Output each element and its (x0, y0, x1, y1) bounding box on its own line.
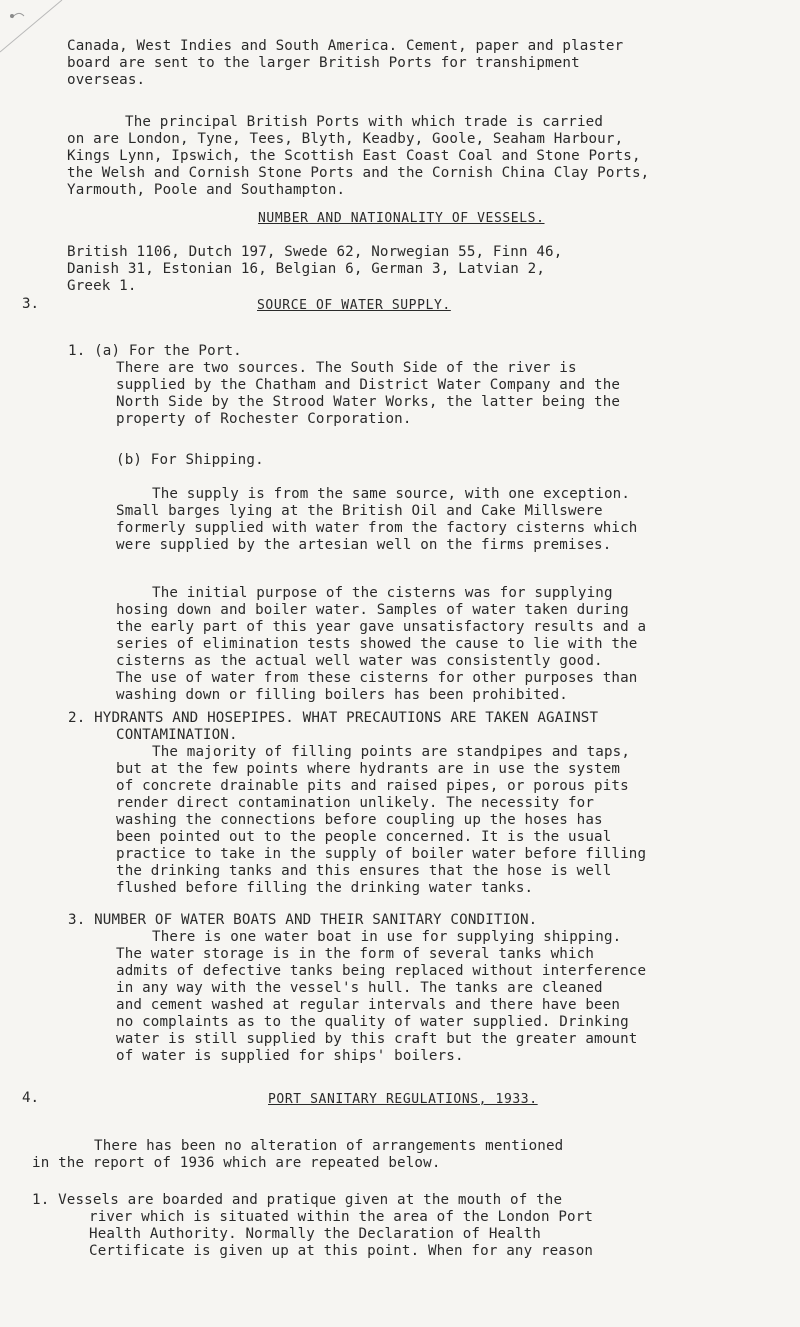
water-item-line: supplied by the Chatham and District Water Company and the (116, 377, 621, 393)
trade-line: on are London, Tyne, Tees, Blyth, Keadby, Goole, Seaham Harbour, (67, 131, 624, 147)
water-item-line: There are two sources. The South Side of the river is (116, 360, 577, 376)
trade-line: Kings Lynn, Ipswich, the Scottish East Coast Coal and Stone Ports, (67, 148, 641, 164)
water-item-line: CONTAMINATION. (116, 727, 238, 743)
water-item-line: washing the connections before coupling up the hoses has (116, 812, 603, 828)
intro-paragraph (67, 38, 623, 89)
water-item-2 (68, 710, 646, 897)
port-sanitary-line: There has been no alteration of arrangements mentioned (94, 1138, 564, 1154)
port-sanitary-line: river which is situated within the area of the London Port (89, 1209, 594, 1225)
water-item-line: in any way with the vessel's hull. The tanks are cleaned (116, 980, 603, 996)
water-item-1b (116, 452, 638, 554)
cisterns-line: washing down or filling boilers has been prohibited. (116, 687, 568, 703)
vessels-heading: NUMBER AND NATIONALITY OF VESSELS. (258, 211, 545, 226)
water-item-line: 3. NUMBER OF WATER BOATS AND THEIR SANITARY CONDITION. (68, 912, 538, 928)
port-sanitary-line: 1. Vessels are boarded and pratique given at the mouth of the (32, 1192, 563, 1208)
water-item-1a (68, 343, 620, 428)
cisterns-line: The use of water from these cisterns for other purposes than (116, 670, 638, 686)
water-item-line: flushed before filling the drinking water tanks. (116, 880, 534, 896)
water-item-line: no complaints as to the quality of water supplied. Drinking (116, 1014, 629, 1030)
port-sanitary-heading: PORT SANITARY REGULATIONS, 1933. (268, 1092, 538, 1107)
water-supply-heading: SOURCE OF WATER SUPPLY. (257, 298, 451, 313)
cisterns-line: the early part of this year gave unsatisfactory results and a (116, 619, 647, 635)
intro-line: Canada, West Indies and South America. Cement, paper and plaster (67, 38, 624, 54)
water-item-3 (68, 912, 646, 1065)
vessels-line: Greek 1. (67, 278, 137, 294)
vessels-line: Danish 31, Estonian 16, Belgian 6, German 3, Latvian 2, (67, 261, 546, 277)
water-item-line: of water is supplied for ships' boilers. (116, 1048, 464, 1064)
water-item-line: The water storage is in the form of several tanks which (116, 946, 595, 962)
water-item-line: water is still supplied by this craft but the greater amount (116, 1031, 638, 1047)
water-item-line: formerly supplied with water from the factory cisterns which (116, 520, 638, 536)
water-item-line: the drinking tanks and this ensures that the hose is well (116, 863, 612, 879)
cisterns-line: cisterns as the actual well water was consistently good. (116, 653, 603, 669)
water-item-line: There is one water boat in use for supplying shipping. (152, 929, 622, 945)
water-item-line: 2. HYDRANTS AND HOSEPIPES. WHAT PRECAUTIONS ARE TAKEN AGAINST (68, 710, 599, 726)
cisterns-paragraph (116, 585, 646, 704)
trade-line: The principal British Ports with which trade is carried (125, 114, 604, 130)
water-item-line: admits of defective tanks being replaced without interference (116, 963, 647, 979)
water-item-line: and cement washed at regular intervals and there have been (116, 997, 621, 1013)
water-item-line: practice to take in the supply of boiler water before filling (116, 846, 647, 862)
water-item-line: but at the few points where hydrants are in use the system (116, 761, 621, 777)
water-item-line: The supply is from the same source, with one exception. (152, 486, 631, 502)
cisterns-line: hosing down and boiler water. Samples of water taken during (116, 602, 629, 618)
water-item-line: The majority of filling points are standpipes and taps, (152, 744, 631, 760)
port-sanitary-line: in the report of 1936 which are repeated below. (32, 1155, 441, 1171)
water-item-line: Small barges lying at the British Oil and Cake Millswere (116, 503, 603, 519)
water-item-line: (b) For Shipping. (116, 452, 264, 468)
cisterns-line: The initial purpose of the cisterns was for supplying (152, 585, 613, 601)
water-item-line: render direct contamination unlikely. The necessity for (116, 795, 595, 811)
cisterns-line: series of elimination tests showed the cause to lie with the (116, 636, 638, 652)
page-corner-mark (0, 0, 70, 70)
water-item-line: property of Rochester Corporation. (116, 411, 412, 427)
vessels-paragraph (67, 244, 562, 295)
trade-line: the Welsh and Cornish Stone Ports and the Cornish China Clay Ports, (67, 165, 650, 181)
water-item-line: of concrete drainable pits and raised pipes, or porous pits (116, 778, 629, 794)
trade-paragraph (67, 114, 649, 199)
vessels-line: British 1106, Dutch 197, Swede 62, Norwegian 55, Finn 46, (67, 244, 563, 260)
section-number: 4. (22, 1090, 40, 1106)
port-sanitary-line: Certificate is given up at this point. When for any reason (89, 1243, 594, 1259)
intro-line: overseas. (67, 72, 146, 88)
section-number: 3. (22, 296, 40, 312)
port-sanitary-item-1 (32, 1192, 593, 1260)
port-sanitary-line: Health Authority. Normally the Declaration of Health (89, 1226, 541, 1242)
intro-line: board are sent to the larger British Ports for transhipment (67, 55, 580, 71)
trade-line: Yarmouth, Poole and Southampton. (67, 182, 346, 198)
water-item-line: were supplied by the artesian well on the firms premises. (116, 537, 612, 553)
water-item-line: North Side by the Strood Water Works, the latter being the (116, 394, 621, 410)
port-sanitary-intro (32, 1138, 563, 1172)
water-item-line: 1. (a) For the Port. (68, 343, 242, 359)
water-item-line: been pointed out to the people concerned. It is the usual (116, 829, 612, 845)
